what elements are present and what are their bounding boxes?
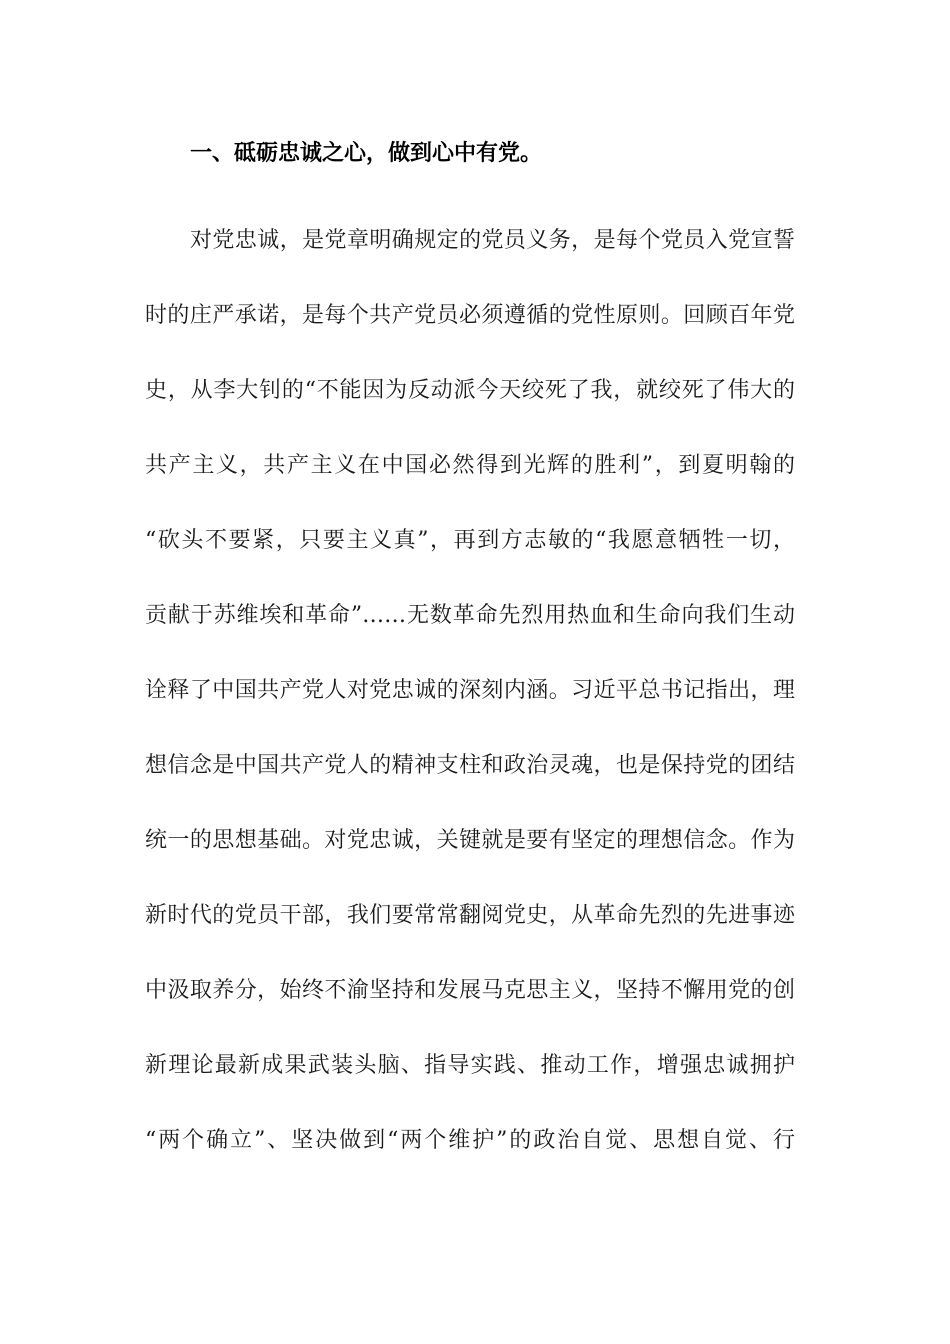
paragraph-line-8: 想信念是中国共产党人的精神支柱和政治灵魂，也是保持党的团结 (145, 753, 795, 778)
paragraph-line-9: 统一的思想基础。对党忠诚，关键就是要有坚定的理想信念。作为 (145, 828, 795, 853)
paragraph-line-11: 中汲取养分，始终不渝坚持和发展马克思主义，坚持不懈用党的创 (145, 978, 795, 1003)
paragraph-line-12: 新理论最新成果武装头脑、指导实践、推动工作，增强忠诚拥护 (145, 1053, 795, 1078)
paragraph-line-4: 共产主义，共产主义在中国必然得到光辉的胜利”，到夏明翰的 (145, 453, 795, 478)
paragraph-line-6: 贡献于苏维埃和革命”……无数革命先烈用热血和生命向我们生动 (145, 603, 795, 628)
paragraph-line-5: “砍头不要紧，只要主义真”，再到方志敏的“我愿意牺牲一切， (145, 528, 795, 553)
paragraph-line-7: 诠释了中国共产党人对党忠诚的深刻内涵。习近平总书记指出，理 (145, 678, 795, 703)
paragraph-line-2: 时的庄严承诺，是每个共产党员必须遵循的党性原则。回顾百年党 (145, 303, 795, 328)
section-heading: 一、砥砺忠诚之心，做到心中有党。 (190, 141, 543, 166)
paragraph-line-3: 史，从李大钊的“不能因为反动派今天绞死了我，就绞死了伟大的 (145, 378, 795, 403)
paragraph-line-10: 新时代的党员干部，我们要常常翻阅党史，从革命先烈的先进事迹 (145, 903, 795, 928)
paragraph-line-13: “两个确立”、坚决做到“两个维护”的政治自觉、思想自觉、行 (145, 1128, 795, 1153)
paragraph-line-1: 对党忠诚，是党章明确规定的党员义务，是每个党员入党宣誓 (190, 228, 795, 253)
